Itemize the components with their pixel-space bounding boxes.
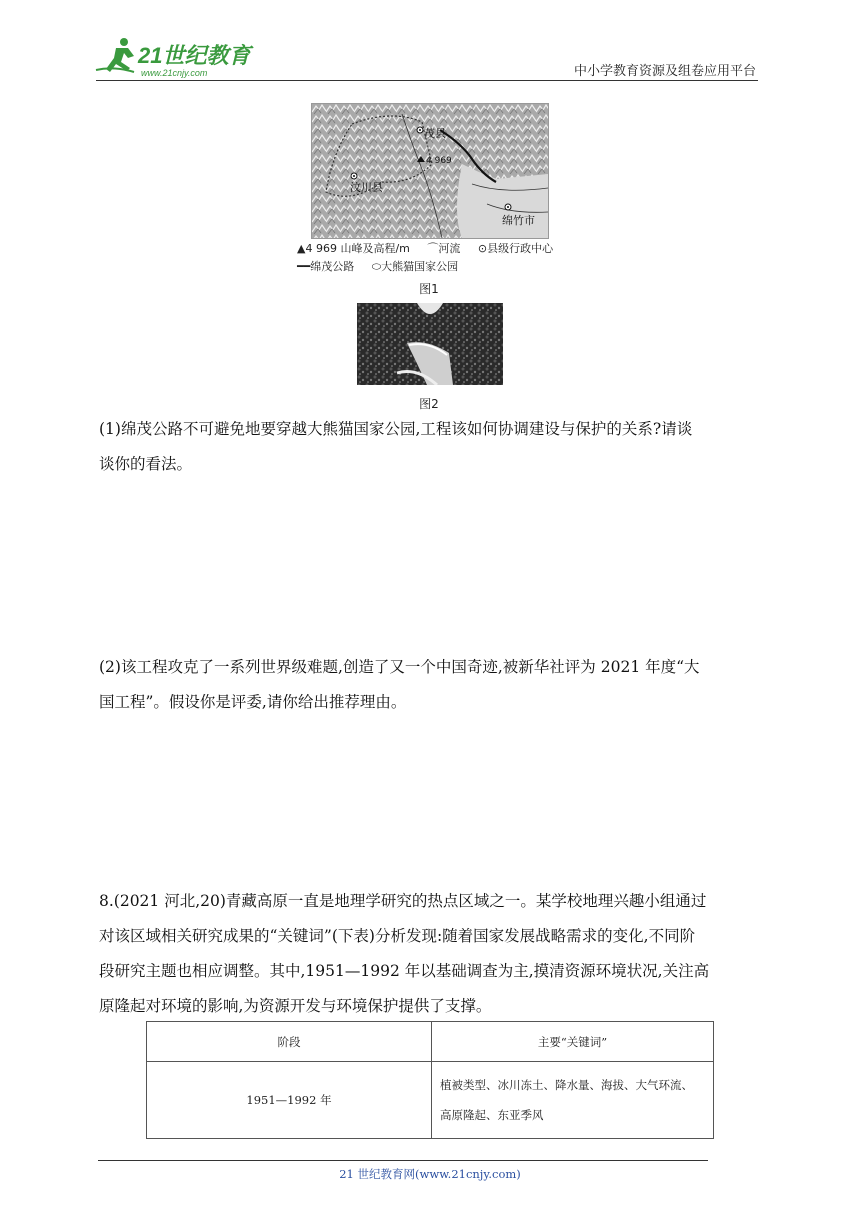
road-icon: ━━ <box>297 260 311 273</box>
logo-url: www.21cnjy.com <box>141 68 208 78</box>
logo-brand: 21世纪教育 <box>138 43 251 68</box>
map-peak-label: 4 969 <box>426 156 452 166</box>
peak-icon: ▲ <box>297 242 306 255</box>
legend-road: ━━绵茂公路 <box>297 260 355 273</box>
table-header-stage: 阶段 <box>147 1022 432 1062</box>
map-label-wenchuan: 汶川县 <box>350 181 383 194</box>
map-label-mianzhu: 绵竹市 <box>502 214 535 227</box>
table-cell-stage: 1951—1992 年 <box>147 1062 432 1139</box>
county-center-icon: ⊙ <box>477 242 488 255</box>
figure1-map <box>311 103 549 239</box>
table-header-row <box>147 1022 714 1062</box>
question-2: (2)该工程攻克了一系列世界级难题,创造了又一个中国奇迹,被新华社评为 2021 年度“大 国工程”。假设你是评委,请你给出推荐理由。 <box>99 658 700 711</box>
figure2-caption: 图2 <box>419 397 439 411</box>
header-tagline: 中小学教育资源及组卷应用平台 <box>573 64 756 79</box>
park-boundary-icon: ⬭ <box>371 260 382 273</box>
footer-link[interactable]: 21 世纪教育网(www.21cnjy.com) <box>339 1167 521 1181</box>
figure1-legend <box>297 240 577 276</box>
runner-icon <box>96 38 134 72</box>
keywords-table <box>146 1021 714 1139</box>
map-label-maoxian: 茂县 <box>424 127 446 140</box>
legend-river: ⌒河流 <box>427 242 461 255</box>
legend-peak: ▲4 969 山峰及高程/m <box>297 242 410 255</box>
footer-divider <box>98 1160 708 1161</box>
figure2-photo <box>357 303 503 385</box>
table-header-keywords: 主要“关键词” <box>432 1022 714 1062</box>
table-cell-keywords: 植被类型、冰川冻土、降水量、海拔、大气环流、 高原隆起、东亚季风 <box>432 1062 714 1139</box>
table-row <box>147 1062 714 1139</box>
question-1: (1)绵茂公路不可避免地要穿越大熊猫国家公园,工程该如何协调建设与保护的关系?请谈 谈你的看法。 <box>99 420 693 473</box>
question-8: 8.(2021 河北,20)青藏高原一直是地理学研究的热点区域之一。某学校地理兴趣小组通过 对该区域相关研究成果的“关键词”(下表)分析发现:随着国家发展战略需求的变化,不同阶 段研究主题也相应调整。其中,1951—1992 年以基础调查为主,摸清资源环境状况,关注高 原隆起对环境的影响,为资源开发与环境保护提供了支撑。 <box>99 892 710 1015</box>
site-logo[interactable] <box>94 36 264 80</box>
legend-county: ⊙县级行政中心 <box>477 242 554 255</box>
header-divider <box>96 80 758 81</box>
river-icon: ⌒ <box>427 242 439 255</box>
legend-park: ⬭大熊猫国家公园 <box>371 260 459 273</box>
figure1-caption: 图1 <box>419 282 439 296</box>
